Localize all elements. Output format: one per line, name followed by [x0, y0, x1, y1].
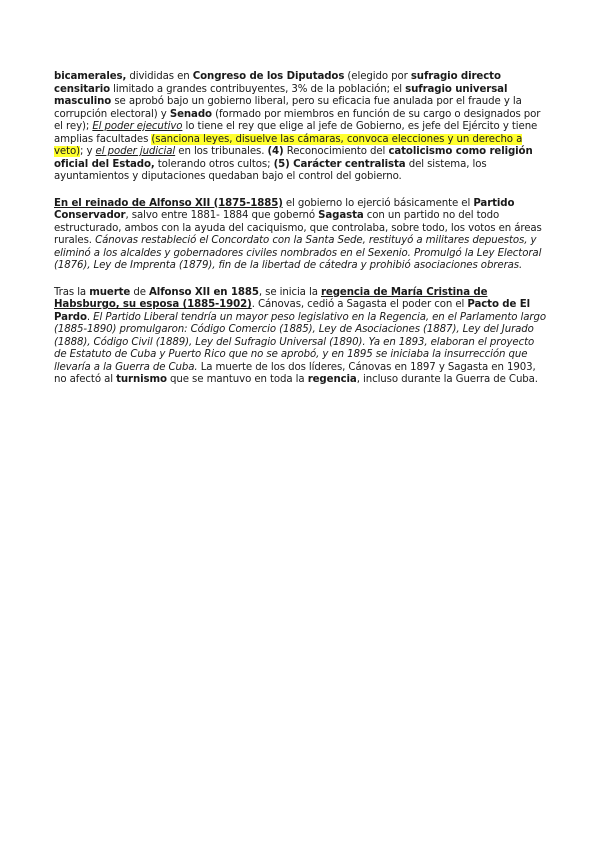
text-run: Cánovas restableció el Concordato con la Santa Sede, restituyó a militares depuestos, y eliminó a los alcaldes y gobernadores civiles nombrados en el Sexenio. Promulgó la Ley Electoral (1876), Ley de Imprenta (1879), fin de la libertad de cátedra y prohibió asociaciones obreras.: [54, 235, 542, 271]
text-run: catolicismo como religión oficial del Estado,: [54, 146, 533, 170]
text-run: en los tribunales.: [175, 146, 268, 157]
text-run: El poder ejecutivo: [92, 121, 183, 132]
text-run: . Cánovas, cedió a Sagasta el poder con el: [251, 299, 468, 310]
text-run: .: [86, 311, 94, 323]
text-run: sufragio directo censitario: [54, 71, 501, 95]
text-run: con un partido no del todo estructurado, ambos con la ayuda del caciquismo, que controlaba, sobre todo, los votos en áreas rurales.: [54, 210, 542, 246]
text-run: de: [130, 286, 150, 298]
text-run: el poder judicial: [95, 146, 176, 157]
text-run: Alfonso XII en 1885: [149, 286, 259, 298]
paragraph-constitution: [54, 71, 549, 184]
text-run: Pacto de El Pardo: [54, 299, 530, 323]
text-run: regencia de María Cristina de Habsburgo, su esposa (1885-1902): [54, 286, 488, 310]
text-run: Partido Conservador: [54, 197, 515, 221]
text-run: (sanciona leyes, disuelve las cámaras, convoca elecciones y un derecho a veto): [54, 133, 523, 157]
paragraph-regency: [54, 287, 549, 387]
text-run: El Partido Liberal tendría un mayor peso legislativo en la Regencia, en el Parlamento largo (1885-1890) promulgaron: Código Comercio (1885), Ley de Asociaciones (1887), Ley del Jurado (1888), Código Civil (1889), Ley del Sufragio Universal (1890). Ya en 1893, elaboran el proyecto de Estatuto de Cuba y Puerto Rico que no se aprobó, y en 1895 se iniciaba la insurrección que llevaría a la Guerra de Cuba.: [54, 311, 546, 373]
text-run: Sagasta: [318, 210, 364, 221]
text-run: , incluso durante la Guerra de Cuba.: [356, 374, 538, 385]
text-run: Tras la: [54, 286, 90, 298]
text-run: Senado: [169, 108, 212, 120]
text-run: divididas en: [126, 71, 193, 82]
text-run: limitado a grandes contribuyentes, 3% de la población; el: [110, 83, 406, 95]
text-run: En el reinado de Alfonso XII (1875-1885): [54, 197, 283, 209]
text-run: del sistema, los ayuntamientos y diputaciones quedaban bajo el control del gobierno.: [54, 158, 487, 182]
text-run: lo tiene el rey que elige al jefe de Gobierno, es jefe del Ejército y tiene amplias facultades: [54, 121, 538, 145]
text-run: que se mantuvo en toda la: [166, 374, 308, 385]
text-run: tolerando otros cultos;: [154, 158, 274, 170]
text-run: , se inicia la: [258, 286, 321, 298]
text-run: ; y: [80, 146, 96, 157]
text-run: bicamerales,: [54, 71, 127, 82]
text-run: sufragio universal masculino: [54, 83, 508, 107]
text-run: muerte: [89, 286, 131, 298]
text-run: el gobierno lo ejerció básicamente el: [282, 197, 474, 209]
text-run: , salvo entre 1881- 1884 que gobernó: [125, 210, 319, 221]
text-run: regencia: [307, 374, 357, 385]
text-run: (formado por miembros en función de su cargo o designados por el rey);: [54, 108, 541, 132]
text-run: se aprobó bajo un gobierno liberal, pero su eficacia fue anulada por el fraude y la corrupción electoral) y: [54, 96, 522, 120]
paragraph-alfonso-xii: [54, 198, 549, 273]
text-run: (elegido por: [344, 71, 411, 82]
text-run: La muerte de los dos líderes, Cánovas en 1897 y Sagasta en 1903, no afectó al: [54, 361, 536, 385]
text-run: Reconocimiento del: [283, 146, 389, 157]
text-run: Congreso de los Diputados: [192, 71, 345, 82]
text-run: (5) Carácter centralista: [273, 158, 406, 170]
text-run: (4): [267, 146, 284, 157]
text-run: turnismo: [116, 374, 167, 385]
